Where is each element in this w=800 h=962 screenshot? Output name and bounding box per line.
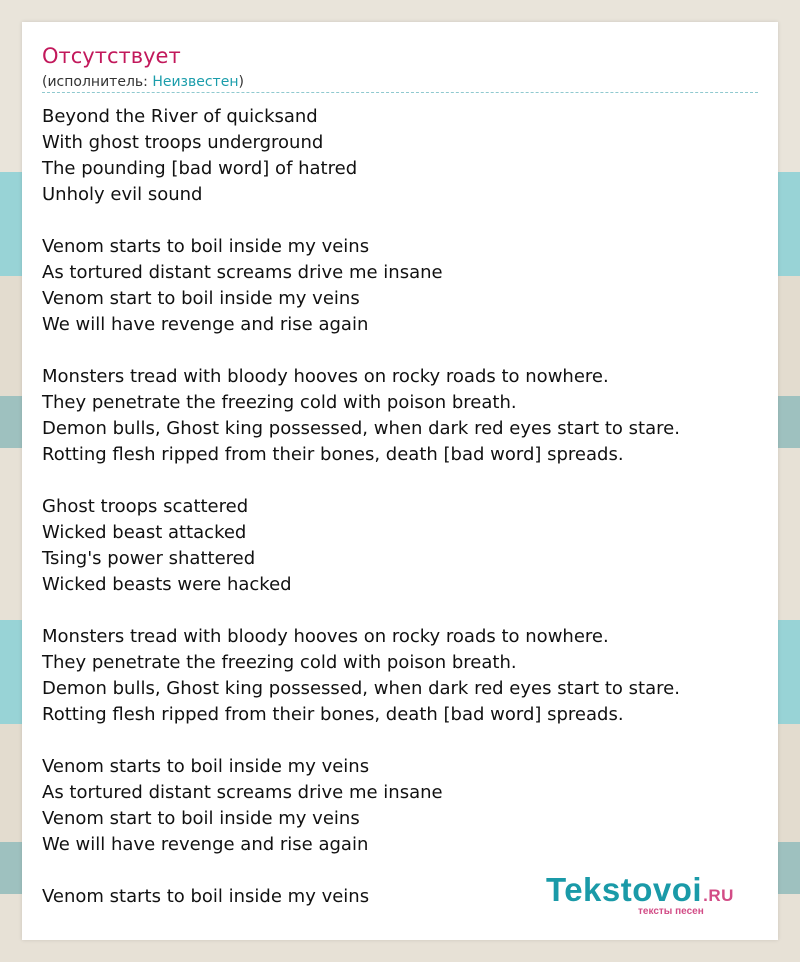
lyrics-line: Ghost troops scattered	[42, 496, 249, 517]
lyrics-line	[42, 468, 762, 494]
lyrics-line: Wicked beasts were hacked	[42, 574, 292, 595]
title-divider	[42, 92, 758, 93]
lyrics-line: Venom start to boil inside my veins	[42, 808, 360, 829]
lyrics-line: With ghost troops underground	[42, 132, 324, 153]
song-title: Отсутствует	[42, 44, 181, 68]
lyrics-line: Unholy evil sound	[42, 184, 203, 205]
logo-tagline: тексты песен	[638, 906, 704, 917]
lyrics-line: Venom starts to boil inside my veins	[42, 886, 370, 907]
lyrics-line: Rotting flesh ripped from their bones, death [bad word] spreads.	[42, 444, 624, 465]
lyrics-line: Venom start to boil inside my veins	[42, 288, 360, 309]
artist-line	[42, 72, 244, 92]
lyrics-line: Wicked beast attacked	[42, 522, 247, 543]
lyrics-line: We will have revenge and rise again	[42, 314, 369, 335]
lyrics-text	[42, 104, 762, 910]
lyrics-line: Venom starts to boil inside my veins	[42, 236, 370, 257]
lyrics-line: Rotting flesh ripped from their bones, death [bad word] spreads.	[42, 704, 624, 725]
lyrics-line: Monsters tread with bloody hooves on rocky roads to nowhere.	[42, 626, 609, 647]
lyrics-line: We will have revenge and rise again	[42, 834, 369, 855]
lyrics-line: As tortured distant screams drive me insane	[42, 782, 443, 803]
lyrics-line	[42, 338, 762, 364]
lyrics-line: They penetrate the freezing cold with poison breath.	[42, 392, 517, 413]
artist-suffix: )	[238, 74, 244, 90]
lyrics-line: Demon bulls, Ghost king possessed, when dark red eyes start to stare.	[42, 678, 680, 699]
artist-link[interactable]: Неизвестен	[152, 74, 239, 90]
lyrics-line	[42, 208, 762, 234]
lyrics-line: They penetrate the freezing cold with poison breath.	[42, 652, 517, 673]
lyrics-line: The pounding [bad word] of hatred	[42, 158, 358, 179]
lyrics-line: Venom starts to boil inside my veins	[42, 756, 370, 777]
artist-prefix: (исполнитель:	[42, 74, 153, 90]
lyrics-line: Tsing's power shattered	[42, 548, 256, 569]
logo-main-text: Tekstovoi	[546, 871, 703, 908]
lyrics-line: Beyond the River of quicksand	[42, 106, 318, 127]
lyrics-line: As tortured distant screams drive me insane	[42, 262, 443, 283]
lyrics-line	[42, 598, 762, 624]
lyrics-line: Monsters tread with bloody hooves on rocky roads to nowhere.	[42, 366, 609, 387]
lyrics-card	[22, 22, 778, 940]
site-logo[interactable]	[546, 870, 758, 920]
logo-tld: .RU	[703, 886, 734, 905]
lyrics-line: Demon bulls, Ghost king possessed, when dark red eyes start to stare.	[42, 418, 680, 439]
lyrics-line	[42, 728, 762, 754]
